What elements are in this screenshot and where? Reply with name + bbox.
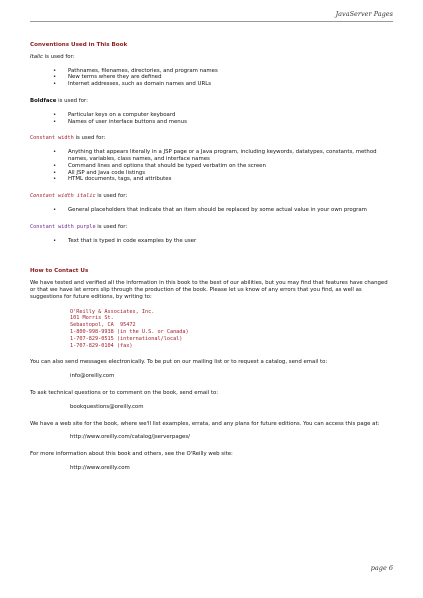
bullet-icon: • xyxy=(53,237,57,244)
email-paragraph: You can also send messages electronically. To be put on our mailing list or to request a catalog, send email to: xyxy=(30,359,328,366)
address-line: 1-707-829-0104 (fax) xyxy=(70,342,133,349)
list-item xyxy=(30,170,393,177)
bullet-icon: • xyxy=(53,169,57,176)
list-item-text: Text that is typed in code examples by the user xyxy=(68,237,197,244)
constant-width-purple-term: Constant width purple xyxy=(30,223,96,230)
address-line: 1-707-829-0515 (international/local) xyxy=(70,335,183,342)
constant-width-intro xyxy=(30,135,393,142)
address-line: Sebastopol, CA 95472 xyxy=(70,322,136,329)
italic-intro-text: is used for: xyxy=(42,53,75,60)
constant-width-purple-intro-text: is used for: xyxy=(95,223,128,230)
constant-width-italic-list xyxy=(30,207,393,214)
address-line: 101 Morris St. xyxy=(70,315,114,322)
list-item xyxy=(30,68,393,75)
list-item xyxy=(30,238,393,245)
mailing-address xyxy=(70,309,393,350)
conventions-heading: Conventions Used in This Book xyxy=(30,42,128,48)
list-item xyxy=(30,207,393,214)
page-content xyxy=(30,42,393,482)
book-website-link[interactable]: http://www.oreilly.com/catalog/jserverpages/ xyxy=(70,434,190,441)
list-item-text: Particular keys on a computer keyboard xyxy=(68,111,176,118)
address-line: O'Reilly & Associates, Inc. xyxy=(70,308,155,315)
italic-intro xyxy=(30,54,393,61)
page-number: page 6 xyxy=(370,564,393,572)
address-line: 1-800-998-9938 (in the U.S. or Canada) xyxy=(70,328,189,335)
questions-paragraph: To ask technical questions or to comment on the book, send email to: xyxy=(30,389,219,396)
contact-heading: How to Contact Us xyxy=(30,268,89,275)
constant-width-purple-intro xyxy=(30,224,393,231)
list-item xyxy=(30,149,393,163)
bullet-icon: • xyxy=(53,81,57,88)
constant-width-list xyxy=(30,149,393,183)
website-paragraph: We have a web site for the book, where we'll list examples, errata, and any plans for future editions. You can access this page at: xyxy=(30,420,380,427)
list-item-text: New terms where they are defined xyxy=(68,74,162,81)
constant-width-italic-intro-text: is used for: xyxy=(95,193,128,200)
info-email-link[interactable]: info@oreilly.com xyxy=(70,373,115,380)
list-item-text: Internet addresses, such as domain names and URLs xyxy=(68,81,212,88)
contact-paragraph: We have tested and verified all the information in this book to the best of our abilities, but you may find that features have changed or that we have let errors slip through the production of the book. Please let us know of any errors that you find, as well as suggestions for future editions, by writing to: xyxy=(30,280,388,300)
list-item-text: General placeholders that indicate that an item should be replaced by some actual value in your own program xyxy=(68,206,367,213)
bullet-icon: • xyxy=(53,111,57,118)
list-item xyxy=(30,163,393,170)
bullet-icon: • xyxy=(53,118,57,125)
bold-term: Boldface xyxy=(30,97,57,104)
constant-width-italic-intro xyxy=(30,193,393,200)
list-item-text: All JSP and Java code listings xyxy=(68,169,146,176)
bullet-icon: • xyxy=(53,206,57,213)
list-item-text: Command lines and options that should be typed verbatim on the screen xyxy=(68,162,266,169)
bold-list xyxy=(30,112,393,126)
bullet-icon: • xyxy=(53,74,57,81)
list-item-text: HTML documents, tags, and attributes xyxy=(68,176,172,183)
constant-width-term: Constant width xyxy=(30,135,74,142)
bullet-icon: • xyxy=(53,149,57,156)
bold-intro-text: is used for: xyxy=(56,97,88,104)
italic-term: Italic xyxy=(30,53,43,60)
list-item-text: Names of user interface buttons and menus xyxy=(68,118,187,125)
constant-width-intro-text: is used for: xyxy=(73,135,106,142)
list-item-text: Anything that appears literally in a JSP page or a Java program, including keywords, datatypes, constants, method names, variables, class names, and interface names xyxy=(68,149,377,162)
constant-width-purple-list xyxy=(30,238,393,245)
bullet-icon: • xyxy=(53,162,57,169)
constant-width-italic-term: Constant width italic xyxy=(30,193,96,200)
oreilly-paragraph: For more information about this book and others, see the O'Reilly web site: xyxy=(30,451,233,458)
list-item xyxy=(30,119,393,126)
list-item xyxy=(30,74,393,81)
bullet-icon: • xyxy=(53,67,57,74)
list-item xyxy=(30,176,393,183)
oreilly-website-link[interactable]: http://www.oreilly.com xyxy=(70,464,130,471)
list-item xyxy=(30,81,393,88)
bold-intro xyxy=(30,98,393,105)
running-header: JavaServer Pages xyxy=(335,10,393,18)
list-item xyxy=(30,112,393,119)
italic-list xyxy=(30,68,393,88)
bookquestions-email-link[interactable]: bookquestions@oreilly.com xyxy=(70,403,144,410)
bullet-icon: • xyxy=(53,176,57,183)
header-divider xyxy=(30,21,393,22)
list-item-text: Pathnames, filenames, directories, and program names xyxy=(68,67,218,74)
